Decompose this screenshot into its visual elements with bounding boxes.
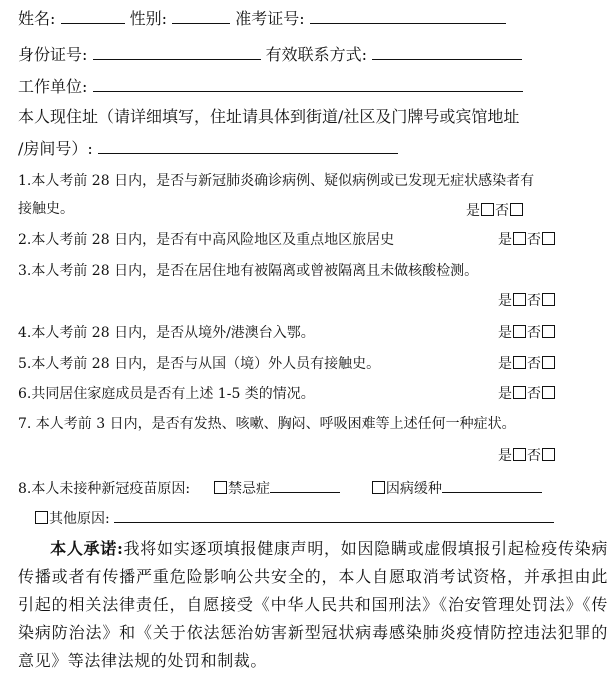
name-field[interactable] (61, 9, 125, 24)
yes-checkbox[interactable] (513, 386, 526, 399)
question-6: 6.共同居住家庭成员是否有上述 1-5 类的情况。 (18, 386, 315, 402)
question-1-answer: 是 否 (466, 200, 524, 220)
question-4: 4.本人考前 28 日内，是否从境外/港澳台入鄂。 (18, 325, 315, 341)
address-field[interactable] (98, 139, 398, 154)
name-label: 姓名: (18, 9, 56, 28)
yes-checkbox[interactable] (513, 448, 526, 461)
illness-delay-label: 因病缓种 (385, 481, 442, 497)
question-2-answer: 是 否 (498, 229, 556, 249)
yes-checkbox[interactable] (513, 232, 526, 245)
gender-label: 性别: (129, 9, 167, 28)
vaccine-row (18, 478, 613, 498)
contraindication-field[interactable] (270, 478, 340, 493)
no-checkbox[interactable] (542, 356, 555, 369)
vaccine-label: 8.本人未接种新冠疫苗原因: (18, 481, 191, 497)
basic-info-row (18, 6, 613, 29)
no-checkbox[interactable] (542, 232, 555, 245)
question-2: 2.本人考前 28 日内，是否有中高风险地区及重点地区旅居史 (18, 232, 395, 248)
yes-checkbox[interactable] (513, 293, 526, 306)
question-5-answer: 是 否 (498, 353, 556, 373)
id-number-label: 身份证号: (18, 45, 88, 64)
ticket-number-label: 准考证号: (235, 9, 305, 28)
no-checkbox[interactable] (510, 203, 523, 216)
work-unit-field[interactable] (93, 77, 523, 92)
question-3: 3.本人考前 28 日内，是否在居住地有被隔离或曾被隔离且未做核酸检测。 (18, 263, 479, 279)
yes-checkbox[interactable] (513, 325, 526, 338)
question-7-answer: 是 否 (498, 445, 556, 465)
question-6-answer: 是 否 (498, 383, 556, 403)
question-3-answer: 是 否 (498, 290, 556, 310)
no-checkbox[interactable] (542, 325, 555, 338)
gender-field[interactable] (172, 9, 230, 24)
contraindication-checkbox[interactable] (214, 481, 227, 494)
question-1-line-1: 1.本人考前 28 日内，是否与新冠肺炎确诊病例、疑似病例或已发现无症状感染者有 (18, 173, 535, 189)
other-reason-row (34, 508, 613, 528)
other-reason-label: 其他原因: (49, 511, 110, 527)
work-unit-label: 工作单位: (18, 77, 88, 96)
address-label-end: /房间号）: (18, 139, 93, 158)
pledge-title: 本人承诺: (50, 539, 124, 558)
contraindication-label: 禁忌症 (227, 481, 270, 497)
no-checkbox[interactable] (542, 386, 555, 399)
contact-label: 有效联系方式: (265, 45, 367, 64)
no-checkbox[interactable] (542, 293, 555, 306)
id-number-field[interactable] (93, 45, 261, 60)
pledge-body: 我将如实逐项填报健康声明，如因隐瞒或虚假填报引起检疫传染病传播或者有传播严重危险影响公共安全的，本人自愿取消考试资格，并承担由此引起的相关法律责任，自愿接受《中华人民共和国刑法》《治安管理处罚法》《传染病防治法》和《关于依法惩治妨害新型冠状病毒感染肺炎疫情防控违法犯罪的意见》等法律法规的处罚和制裁。 (18, 539, 608, 670)
pledge-paragraph (18, 535, 608, 675)
question-4-answer: 是 否 (498, 322, 556, 342)
illness-delay-checkbox[interactable] (372, 481, 385, 494)
ticket-number-field[interactable] (310, 9, 506, 24)
no-checkbox[interactable] (542, 448, 555, 461)
question-5: 5.本人考前 28 日内，是否与从国（境）外人员有接触史。 (18, 356, 381, 372)
yes-checkbox[interactable] (513, 356, 526, 369)
yes-checkbox[interactable] (481, 203, 494, 216)
address-line-2 (18, 136, 613, 159)
question-1-line-2: 接触史。 (18, 201, 74, 217)
id-contact-row (18, 42, 613, 65)
address-line-1: 本人现住址（请详细填写，住址请具体到街道/社区及门牌号或宾馆地址 (18, 107, 520, 126)
other-reason-field[interactable] (114, 508, 554, 523)
work-row (18, 74, 613, 97)
illness-delay-field[interactable] (442, 478, 542, 493)
contact-field[interactable] (372, 45, 522, 60)
question-7: 7. 本人考前 3 日内，是否有发热、咳嗽、胸闷、呼吸困难等上述任何一种症状。 (18, 416, 516, 432)
other-reason-checkbox[interactable] (35, 511, 48, 524)
